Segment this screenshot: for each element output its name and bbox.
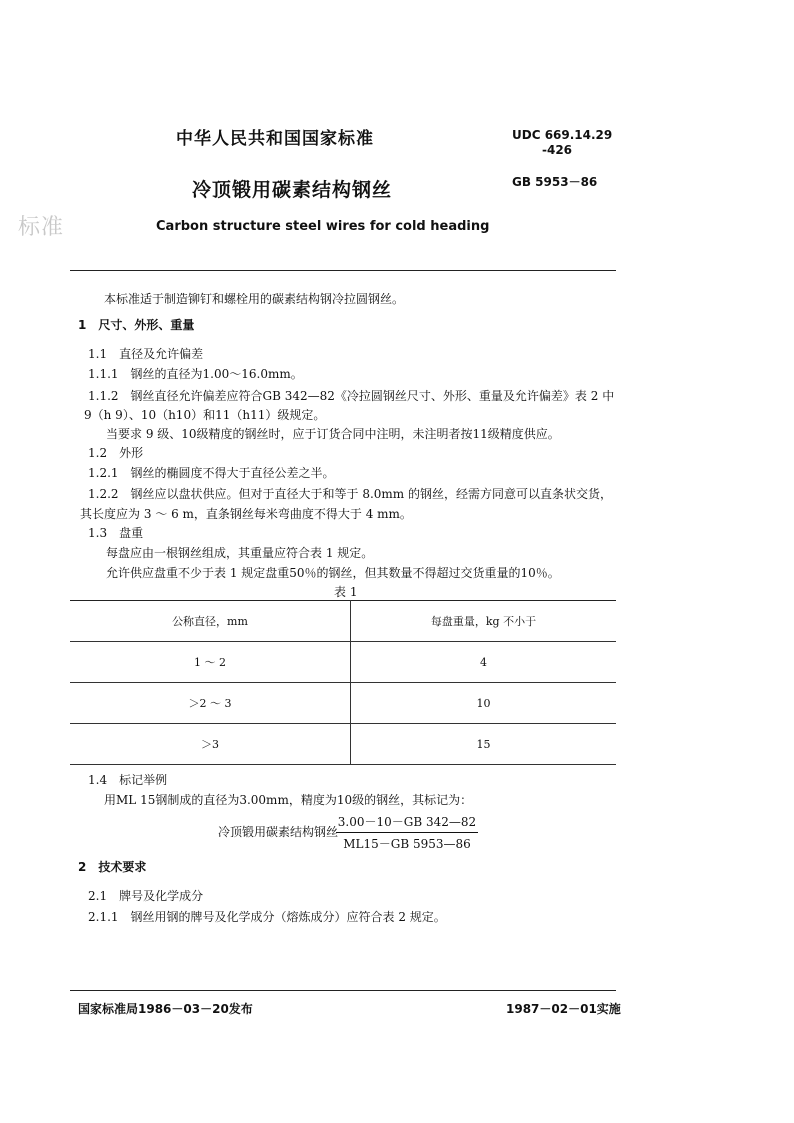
udc-code-line2: -426 xyxy=(542,143,573,157)
clause-2-1-1: 2.1.1 钢丝用钢的牌号及化学成分（熔炼成分）应符合表 2 规定。 xyxy=(88,910,446,924)
table-row xyxy=(70,642,616,683)
clause-1-3: 1.3 盘重 xyxy=(88,526,144,540)
table-cell-weight: 10 xyxy=(476,696,491,710)
watermark-stamp: 标准 xyxy=(18,215,65,240)
table-cell-diameter: 1 ～ 2 xyxy=(70,642,351,683)
clause-1-4: 1.4 标记举例 xyxy=(88,773,168,787)
table-cell-weight: 15 xyxy=(476,737,491,751)
clause-1-2-1: 1.2.1 钢丝的椭圆度不得大于直径公差之半。 xyxy=(88,466,335,480)
document-title-cn: 冷顶锻用碳素结构钢丝 xyxy=(192,179,393,201)
document-title-en: Carbon structure steel wires for cold heading xyxy=(156,219,490,234)
clause-1-1-2-line1: 1.1.2 钢丝直径允许偏差应符合GB 342—82《冷拉圆钢丝尺寸、外形、重量及允许偏差》表 2 中 xyxy=(88,389,615,403)
footer-divider xyxy=(70,990,616,991)
table-row xyxy=(70,724,616,765)
udc-code-line1: UDC 669.14.29 xyxy=(512,128,613,142)
clause-1-1: 1.1 直径及允许偏差 xyxy=(88,347,204,361)
header-divider xyxy=(70,270,616,271)
table-cell-weight: 4 xyxy=(480,655,487,669)
clause-1-2-2-line2: 其长度应为 3 ～ 6 m，直条钢丝每米弯曲度不得大于 4 mm。 xyxy=(80,507,412,521)
effective-date: 1987－02－01实施 xyxy=(506,1002,621,1016)
clause-1-3-line2: 允许供应盘重不少于表 1 规定盘重50％的钢丝，但其数量不得超过交货重量的10％。 xyxy=(106,566,560,580)
column-header-diameter: 公称直径，mm xyxy=(70,601,351,642)
marking-numerator: 3.00－10－GB 342—82 xyxy=(336,813,478,833)
clause-1-3-line1: 每盘应由一根钢丝组成，其重量应符合表 1 规定。 xyxy=(106,546,374,560)
gb-code: GB 5953－86 xyxy=(512,175,598,189)
marking-denominator: ML15－GB 5953—86 xyxy=(343,837,471,851)
clause-1-2: 1.2 外形 xyxy=(88,446,144,460)
clause-2-1: 2.1 牌号及化学成分 xyxy=(88,889,204,903)
marking-prefix: 冷顶锻用碳素结构钢丝 xyxy=(218,825,339,839)
clause-1-1-2-line3: 当要求 9 级、10级精度的钢丝时，应于订货合同中注明，未注明者按11级精度供应。 xyxy=(106,427,560,441)
table-1-caption: 表 1 xyxy=(334,585,358,599)
table-cell-diameter: ＞3 xyxy=(70,724,351,765)
table-row xyxy=(70,683,616,724)
table-cell-diameter: ＞2 ～ 3 xyxy=(70,683,351,724)
issue-date: 国家标准局1986－03－20发布 xyxy=(78,1002,253,1016)
clause-1-2-2-line1: 1.2.2 钢丝应以盘状供应。但对于直径大于和等于 8.0mm 的钢丝，经需方同意可以直条状交货， xyxy=(88,487,613,501)
section-1-heading: 1 尺寸、外形、重量 xyxy=(78,318,195,332)
intro-paragraph: 本标准适于制造铆钉和螺栓用的碳素结构钢冷拉圆钢丝。 xyxy=(104,292,405,306)
table-header-row xyxy=(70,601,616,642)
section-2-heading: 2 技术要求 xyxy=(78,860,147,874)
clause-1-1-1: 1.1.1 钢丝的直径为1.00～16.0mm。 xyxy=(88,367,303,381)
clause-1-1-2-line2: 9（h 9）、10（h10）和11（h11）级规定。 xyxy=(84,408,326,422)
standard-org: 中华人民共和国国家标准 xyxy=(176,129,374,149)
table-1 xyxy=(70,600,616,765)
marking-fraction xyxy=(336,813,478,852)
clause-1-4-line1: 用ML 15钢制成的直径为3.00mm，精度为10级的钢丝，其标记为： xyxy=(104,793,473,807)
column-header-coil-weight: 每盘重量，kg 不小于 xyxy=(430,615,537,628)
